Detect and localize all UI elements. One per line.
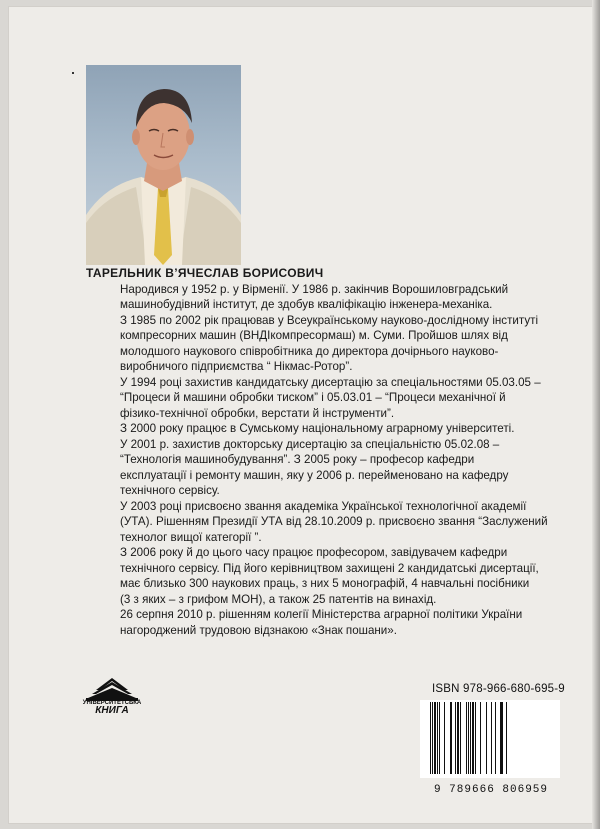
- bio-paragraph: [86, 499, 546, 546]
- bio-paragraph: [86, 437, 546, 499]
- bio-line: технолог вищої категорії ”.: [120, 530, 262, 544]
- bio-paragraph: [86, 545, 546, 607]
- publisher-name: [82, 700, 142, 716]
- bio-paragraph: [86, 375, 546, 422]
- bio-line: (УТА). Рішенням Президії УТА від 28.10.2009 р. присвоєно звання “Заслужений: [120, 515, 548, 528]
- bio-line: компресорних машин (ВНДІкомпресормаш) м. Суми. Пройшов шлях від: [120, 329, 508, 342]
- bio-line: У 1994 році захистив кандидатську дисертацію за спеціальностями 05.03.05 –: [120, 375, 541, 389]
- isbn-label: ISBN 978-966-680-695-9: [432, 683, 565, 695]
- bio-line: фізико-технічної обробки, верстати й інструменти”.: [120, 406, 395, 420]
- isbn-barcode: [420, 700, 560, 778]
- bio-paragraph: [86, 421, 546, 437]
- publisher-name-top: УНІВЕРСИТЕТСЬКА: [82, 700, 142, 706]
- bio-line: машинобудівний інститут, де здобув кваліфікацію інженера-механіка.: [120, 298, 493, 311]
- bio-line: “Процеси й машини обробки тиском” і 05.03.01 – “Процеси механічної й: [120, 391, 506, 404]
- print-mark: [72, 72, 74, 74]
- bio-line: З 2006 року й до цього часу працює професором, завідувачем кафедри: [120, 546, 508, 559]
- bio-line: молодшого наукового співробітника до директора дочірнього науково-: [120, 344, 499, 358]
- bio-line: технічного сервісу. Під його керівництвом захищені 2 кандидатські дисертації,: [120, 561, 539, 575]
- bio-line: 26 серпня 2010 р. рішенням колегії Міністерства аграрної політики України: [120, 608, 523, 621]
- barcode-digits: 9 789666 806959: [433, 784, 549, 796]
- page-edge: [592, 0, 600, 829]
- bio-line: (3 з яких – з грифом МОН), а також 25 патентів на винахід.: [120, 592, 437, 606]
- bio-line: “Технологія машинобудування”. З 2005 року – професор кафедри: [120, 453, 475, 466]
- bio-line: У 2003 році присвоєно звання академіка Української технологічної академії: [120, 499, 527, 513]
- bio-line: має близько 300 наукових праць, з них 5 монографій, 4 навчальні посібники: [120, 577, 530, 590]
- bio-line: виробничого підприємства “ Нікмас-Ротор”.: [120, 360, 353, 373]
- author-biography: [86, 266, 546, 638]
- bio-line: технічного сервісу.: [120, 484, 220, 497]
- bio-line: експлуатації і ремонту машин, яку у 2006 р. перейменовано на кафедру: [120, 468, 509, 482]
- bio-line: Народився у 1952 р. у Вірменії. У 1986 р. закінчив Ворошиловградський: [120, 282, 509, 296]
- bio-line: З 1985 по 2002 рік працював у Всеукраїнському науково-дослідному інституті: [120, 313, 539, 327]
- bio-paragraph: [86, 282, 546, 313]
- author-name: ТАРЕЛЬНИК В’ЯЧЕСЛАВ БОРИСОВИЧ: [86, 266, 324, 280]
- bio-paragraph: [86, 607, 546, 638]
- bio-line: нагороджений трудовою відзнакою «Знак пошани».: [120, 623, 397, 637]
- bio-line: З 2000 року працює в Сумському національному аграрному університеті.: [120, 422, 515, 435]
- bio-paragraph: [86, 313, 546, 375]
- bio-line: У 2001 р. захистив докторську дисертацію за спеціальністю 05.02.08 –: [120, 437, 500, 451]
- publisher-name-bottom: КНИГА: [95, 705, 129, 716]
- author-photo: [86, 65, 241, 265]
